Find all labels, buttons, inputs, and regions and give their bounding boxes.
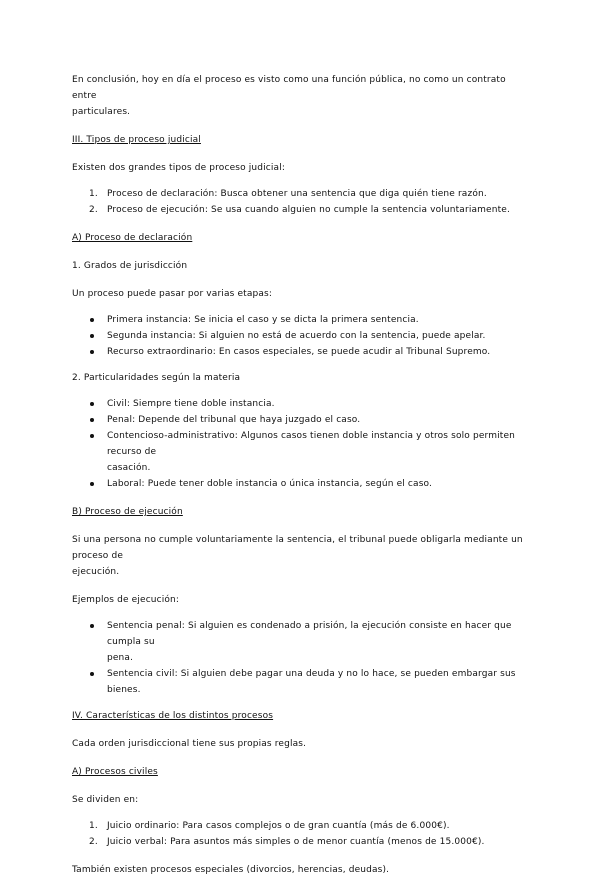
section-3-title: III. Tipos de proceso judicial	[72, 135, 201, 145]
execution-paragraph: Si una persona no cumple voluntariamente la sentencia, el tribunal puede obligarla mediante un proceso de ejecución.	[72, 535, 523, 577]
jurisdiction-grades-heading: 1. Grados de jurisdicción	[72, 261, 188, 271]
section-b-title: B) Proceso de ejecución	[72, 507, 183, 517]
list-item: Contencioso-administrativo: Algunos casos tienen doble instancia y otros solo permiten recurso de casación.	[72, 428, 532, 476]
bullet-icon	[90, 350, 94, 354]
civil-processes-intro: Se dividen en:	[72, 795, 139, 805]
section-3-heading	[72, 132, 532, 148]
bullet-icon	[90, 672, 94, 676]
bullet-icon	[90, 418, 94, 422]
civil-processes-heading	[72, 764, 532, 780]
section-b-heading	[72, 504, 532, 520]
civil-processes-list	[72, 818, 532, 850]
section-4-title: IV. Características de los distintos procesos	[72, 711, 274, 721]
section-3-intro: Existen dos grandes tipos de proceso judicial:	[72, 163, 286, 173]
particularities-list	[72, 396, 532, 492]
list-item: Segunda instancia: Si alguien no está de acuerdo con la sentencia, puede apelar.	[72, 328, 532, 344]
section-a-title: A) Proceso de declaración	[72, 233, 193, 243]
bullet-icon	[90, 334, 94, 338]
special-processes-note: También existen procesos especiales (divorcios, herencias, deudas).	[72, 865, 390, 875]
list-item: 1. Proceso de declaración: Busca obtener una sentencia que diga quién tiene razón.	[89, 189, 487, 199]
section-4-heading	[72, 708, 532, 724]
bullet-icon	[90, 624, 94, 628]
execution-examples-heading: Ejemplos de ejecución:	[72, 595, 180, 605]
section-a-heading	[72, 230, 532, 246]
list-item: 2. Juicio verbal: Para asuntos más simples o de menor cuantía (menos de 15.000€).	[89, 837, 485, 847]
list-item: 2. Proceso de ejecución: Se usa cuando alguien no cumple la sentencia voluntariamente.	[89, 205, 510, 215]
jurisdiction-grades-intro: Un proceso puede pasar por varias etapas:	[72, 289, 273, 299]
bullet-icon	[90, 318, 94, 322]
list-item: Civil: Siempre tiene doble instancia.	[72, 396, 532, 412]
list-item: Laboral: Puede tener doble instancia o única instancia, según el caso.	[72, 476, 532, 492]
bullet-icon	[90, 434, 94, 438]
intro-paragraph	[72, 72, 532, 120]
particularities-heading: 2. Particularidades según la materia	[72, 373, 241, 383]
bullet-icon	[90, 482, 94, 486]
list-item: Penal: Depende del tribunal que haya juzgado el caso.	[72, 412, 532, 428]
list-item: 1. Juicio ordinario: Para casos complejos o de gran cuantía (más de 6.000€).	[89, 821, 450, 831]
process-types-list	[72, 186, 532, 218]
list-item: Sentencia penal: Si alguien es condenado a prisión, la ejecución consiste en hacer que cumpla su pena.	[72, 618, 532, 666]
document-content	[72, 72, 532, 878]
section-4-intro: Cada orden jurisdiccional tiene sus propias reglas.	[72, 739, 307, 749]
intro-line-1: En conclusión, hoy en día el proceso es visto como una función pública, no como un contrato entre	[72, 75, 506, 101]
execution-examples-list	[72, 618, 532, 698]
bullet-icon	[90, 402, 94, 406]
list-item: Sentencia civil: Si alguien debe pagar una deuda y no lo hace, se pueden embargar sus bienes.	[72, 666, 532, 698]
list-item: Recurso extraordinario: En casos especiales, se puede acudir al Tribunal Supremo.	[72, 344, 532, 360]
list-item: Primera instancia: Se inicia el caso y se dicta la primera sentencia.	[72, 312, 532, 328]
jurisdiction-grades-list	[72, 312, 532, 360]
intro-line-2: particulares.	[72, 107, 131, 117]
civil-processes-title: A) Procesos civiles	[72, 767, 158, 777]
